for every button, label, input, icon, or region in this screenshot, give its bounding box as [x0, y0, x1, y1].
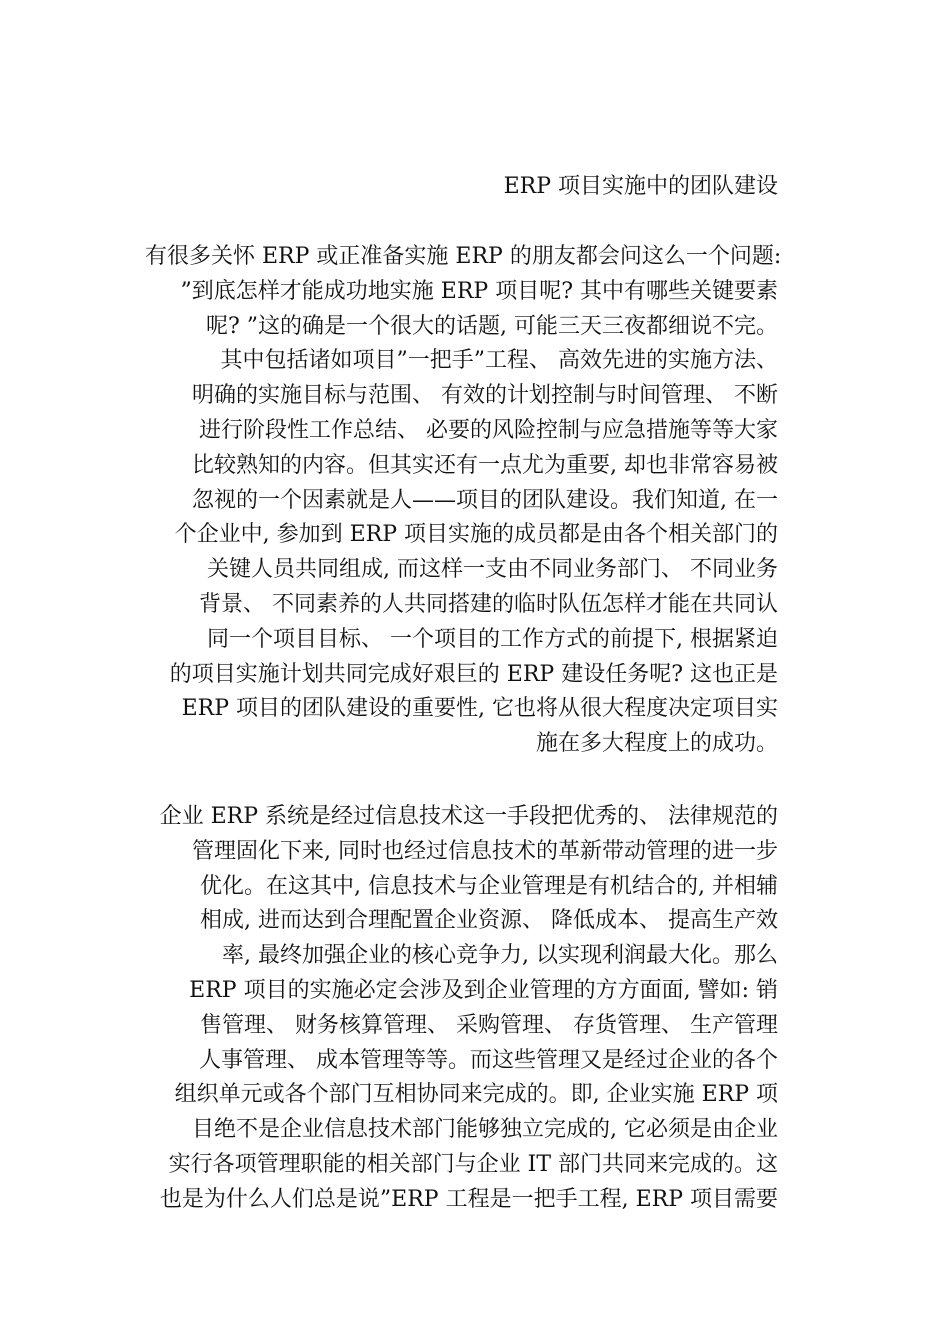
text-line: ERP 项目的团队建设的重要性, 它也将从很大程度决定项目实 — [181, 696, 778, 722]
text-line: 同一个项目目标、 一个项目的工作方式的前提下, 根据紧迫 — [207, 626, 778, 652]
text-line: 相成, 进而达到合理配置企业资源、 降低成本、 提高生产效 — [200, 908, 778, 934]
paragraph-1 — [145, 240, 782, 762]
text-line: 忽视的一个因素就是人——项目的团队建设。我们知道, 在一 — [192, 487, 778, 513]
text-line: 施在多大程度上的成功。 — [535, 731, 778, 757]
text-line: 售管理、 财务核算管理、 采购管理、 存货管理、 生产管理 — [200, 1012, 778, 1038]
text-line: 呢? ”这的确是一个很大的话题, 可能三天三夜都细说不完。 — [205, 313, 778, 339]
text-line: 有很多关怀 ERP 或正准备实施 ERP 的朋友都会问这么一个问题: — [145, 244, 782, 269]
document-title: ERP 项目实施中的团队建设 — [503, 174, 778, 199]
text-line: 企业 ERP 系统是经过信息技术这一手段把优秀的、 法律规范的 — [159, 804, 778, 829]
text-line: 优化。在这其中, 信息技术与企业管理是有机结合的, 并相辅 — [200, 873, 778, 899]
paragraph-2 — [145, 800, 778, 1218]
text-line: 背景、 不同素养的人共同搭建的临时队伍怎样才能在共同认 — [199, 591, 778, 617]
text-line: 比较熟知的内容。但其实还有一点尤为重要, 却也非常容易被 — [192, 452, 778, 478]
text-line: ERP 项目的实施必定会涉及到企业管理的方方面面, 譬如: 销 — [189, 977, 778, 1003]
text-line: 率, 最终加强企业的核心竞争力, 以实现利润最大化。那么 — [222, 943, 778, 969]
text-line: 组织单元或各个部门互相协同来完成的。即, 企业实施 ERP 项 — [174, 1082, 778, 1108]
text-line: 明确的实施目标与范围、 有效的计划控制与时间管理、 不断 — [192, 383, 778, 409]
text-line: 目绝不是企业信息技术部门能够独立完成的, 它必须是由企业 — [192, 1117, 778, 1143]
text-line: 进行阶段性工作总结、 必要的风险控制与应急措施等等大家 — [199, 417, 778, 443]
text-line: 其中包括诸如项目”一把手”工程、 高效先进的实施方法、 — [220, 348, 778, 374]
text-line: 的项目实施计划共同完成好艰巨的 ERP 建设任务呢? 这也正是 — [169, 661, 778, 687]
text-line: 也是为什么人们总是说”ERP 工程是一把手工程, ERP 项目需要 — [159, 1186, 778, 1212]
text-line: 关键人员共同组成, 而这样一支由不同业务部门、 不同业务 — [207, 557, 778, 583]
text-line: 管理固化下来, 同时也经过信息技术的革新带动管理的进一步 — [192, 838, 778, 864]
text-line: 个企业中, 参加到 ERP 项目实施的成员都是由各个相关部门的 — [174, 522, 778, 548]
text-line: ”到底怎样才能成功地实施 ERP 项目呢? 其中有哪些关键要素 — [180, 278, 778, 304]
text-line: 实行各项管理职能的相关部门与企业 IT 部门共同来完成的。这 — [168, 1151, 778, 1177]
text-line: 人事管理、 成本管理等等。而这些管理又是经过企业的各个 — [199, 1047, 778, 1073]
